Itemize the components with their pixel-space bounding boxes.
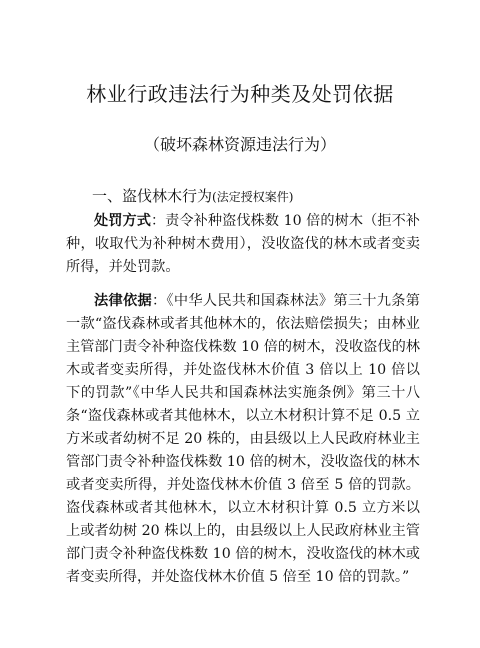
paragraph-lead-legal: 法律依据 xyxy=(94,293,152,309)
paragraph-legal-basis xyxy=(66,290,420,589)
section-heading-text: 一、盗伐林木行为 xyxy=(92,187,213,205)
paragraph-text-legal: ：《中华人民共和国森林法》第三十九条第一款“盗伐森林或者其他林木的，依法赔偿损失；由林业主管部门责令补种盗伐株数 10 倍的树木，没收盗伐的林木或者变卖所得，并处盗伐林木价值 3 倍以上 10 倍以下的罚款”《中华人民共和国森林法实施条例》第三十八条“盗伐森林或者其他林木，以立木材积计算不足 0.5 立方米或者幼树不足 20 株的，由县级以上人民政府林业主管部门责令补种盗伐株数 10 倍的树木，没收盗伐的林木或者变卖所得，并处盗伐林木价值 3 倍至 5 倍的罚款。盗伐森林或者其他林木，以立木材积计算 0.5 立方米以上或者幼树 20 株以上的，由县级以上人民政府林业主管部门责令补种盗伐株数 10 倍的树木，没收盗伐的林木或者变卖所得，并处盗伐林木价值 5 倍至 10 倍的罚款。” xyxy=(66,293,420,585)
paragraph-penalty-method xyxy=(66,210,420,279)
paragraph-text-penalty: ：责令补种盗伐株数 10 倍的树木（拒不补种，收取代为补种树木费用），没收盗伐的林木或者变卖所得，并处罚款。 xyxy=(66,213,420,275)
document-subtitle: （破坏森林资源违法行为） xyxy=(143,135,336,154)
document-title: 林业行政违法行为种类及处罚依据 xyxy=(86,82,394,106)
section-heading xyxy=(92,185,293,206)
section-heading-note: (法定授权案件) xyxy=(212,190,294,204)
paragraph-lead-penalty: 处罚方式 xyxy=(94,213,151,229)
